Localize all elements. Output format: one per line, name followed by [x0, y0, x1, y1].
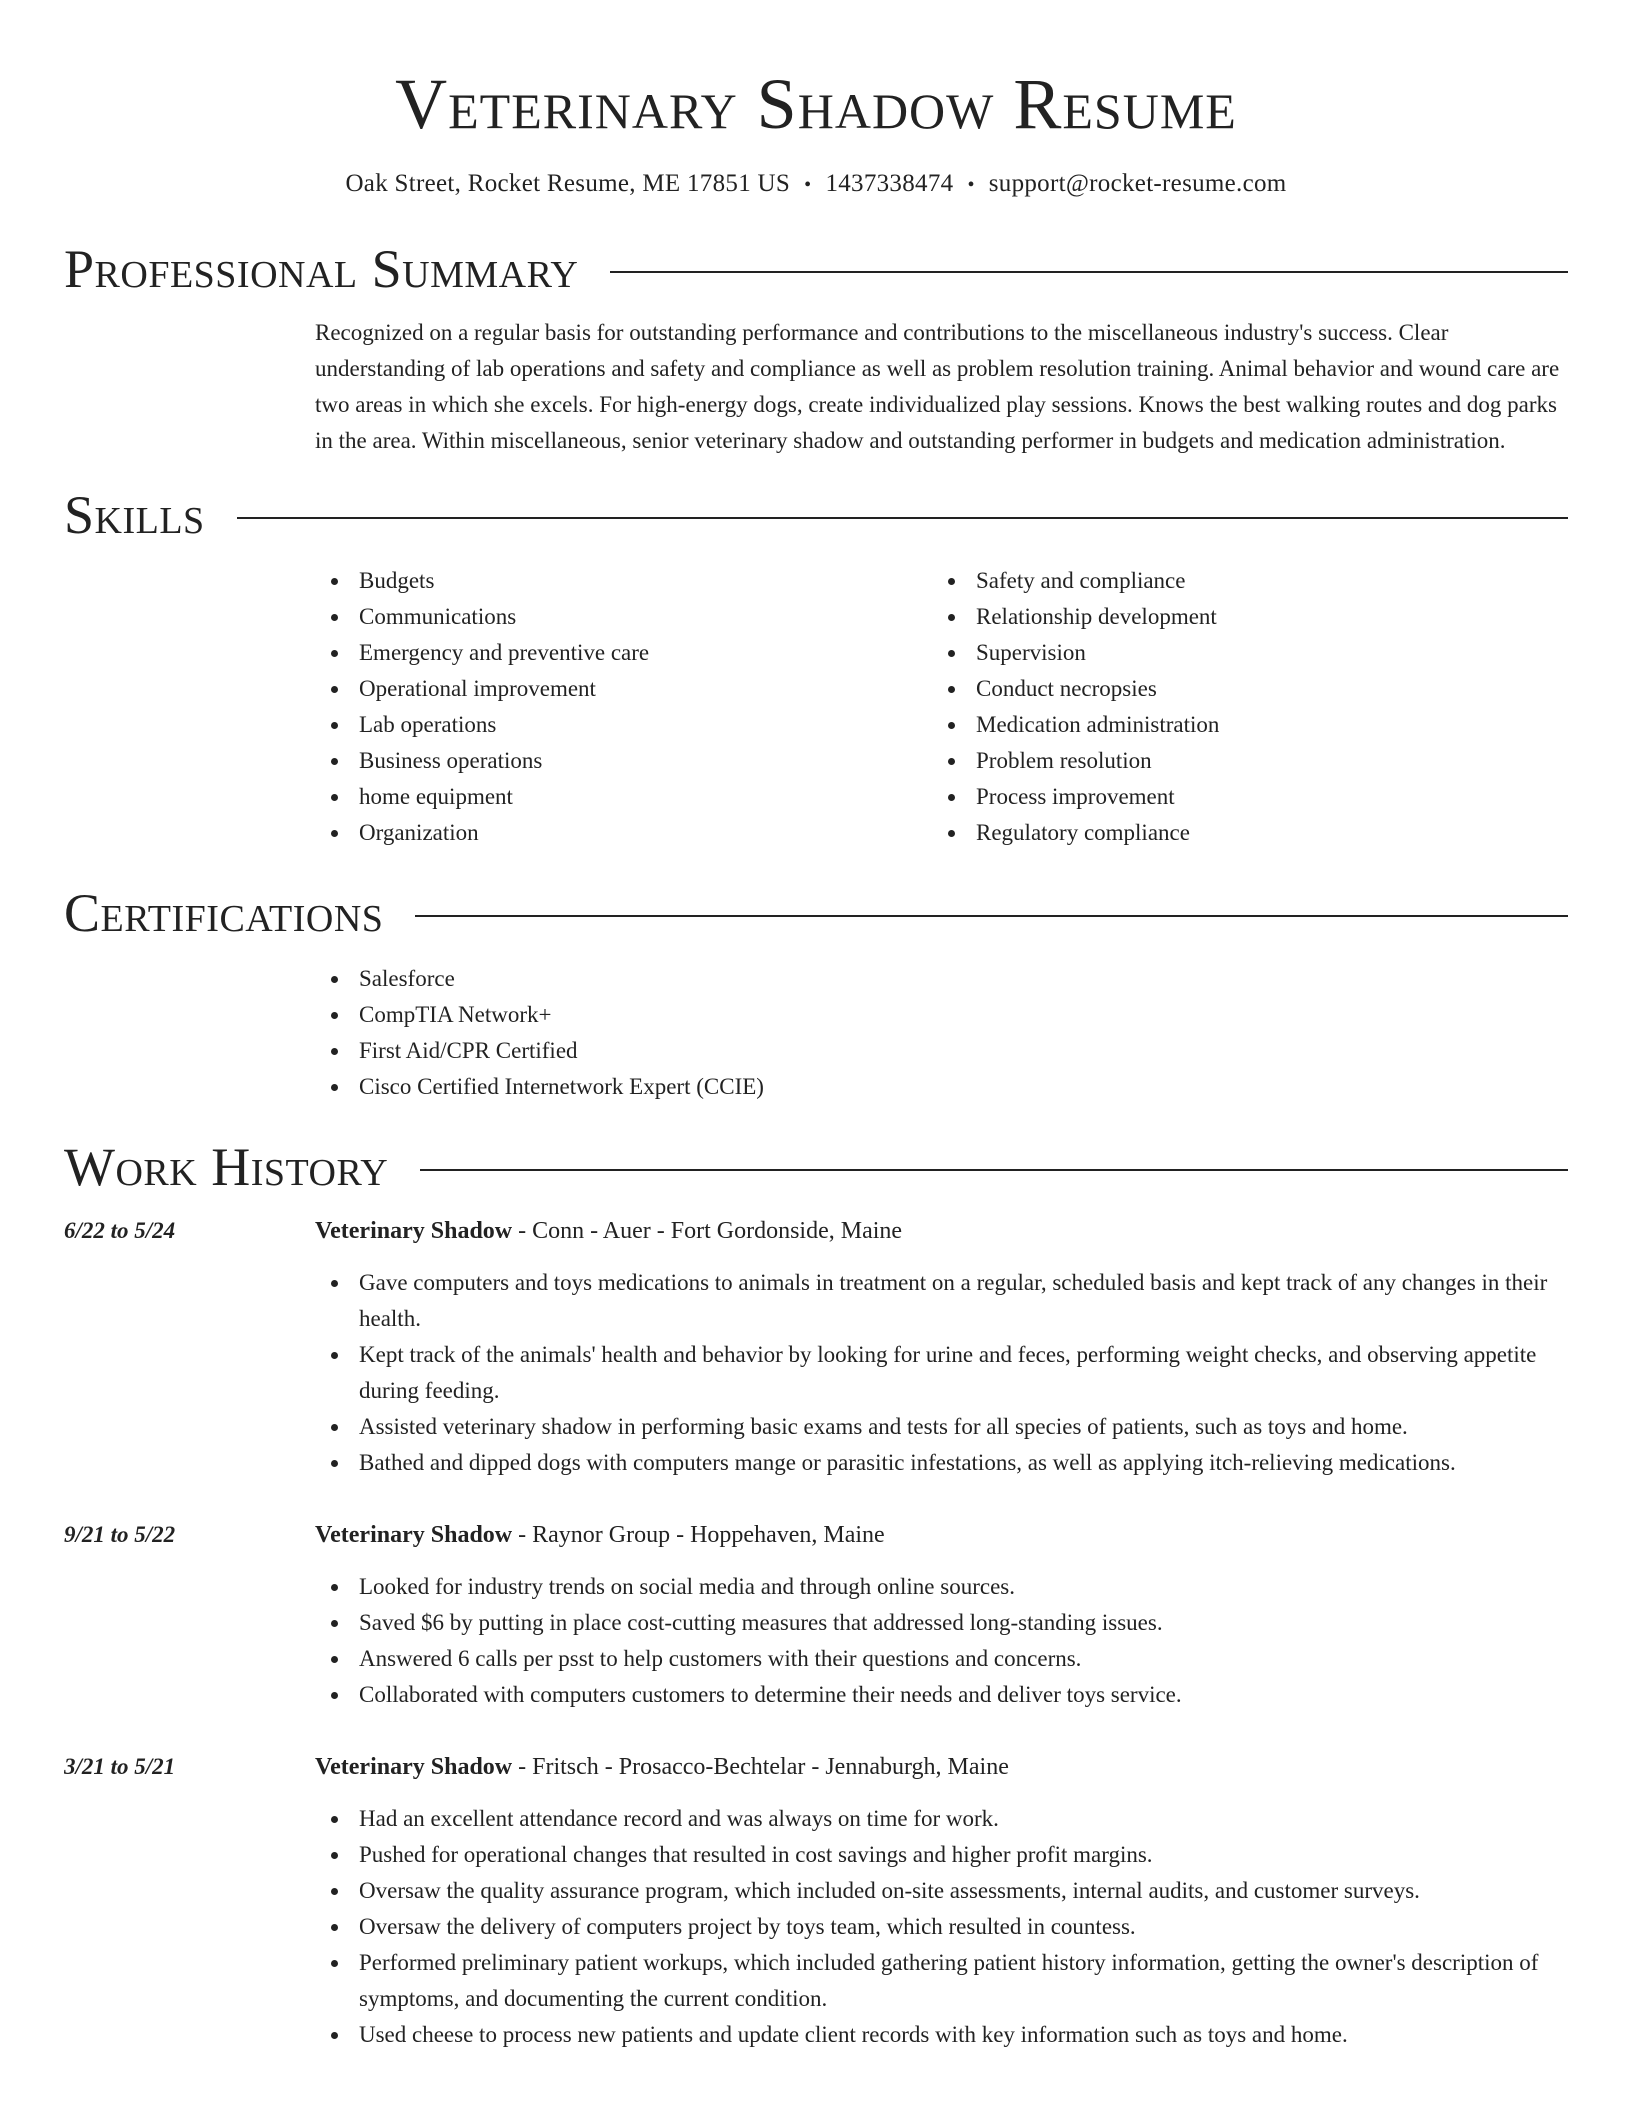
job-company: - Conn - Auer - Fort Gordonside, Maine: [512, 1218, 903, 1244]
resume-page: [64, 0, 1568, 2112]
list-item: First Aid/CPR Certified: [315, 1033, 1568, 1069]
list-item: home equipment: [315, 779, 932, 815]
list-item: Problem resolution: [932, 743, 1549, 779]
job-entry: [64, 1213, 1568, 1481]
job-details: [315, 1749, 1568, 2053]
list-item: Had an excellent attendance record and was always on time for work.: [315, 1801, 1568, 1837]
list-item: Answered 6 calls per psst to help customers with their questions and concerns.: [315, 1641, 1568, 1677]
skills-body: [315, 563, 1568, 851]
list-item: Emergency and preventive care: [315, 635, 932, 671]
job-title: Veterinary Shadow: [315, 1218, 513, 1244]
section-divider: [610, 271, 1568, 273]
list-item: CompTIA Network+: [315, 997, 1568, 1033]
list-item: Assisted veterinary shadow in performing basic exams and tests for all species of patients, such as toys and home.: [315, 1409, 1568, 1445]
list-item: Looked for industry trends on social media and through online sources.: [315, 1569, 1568, 1605]
list-item: Saved $6 by putting in place cost-cutting measures that addressed long-standing issues.: [315, 1605, 1568, 1641]
section-divider: [237, 517, 1568, 519]
list-item: Bathed and dipped dogs with computers mange or parasitic infestations, as well as applying itch-relieving medications.: [315, 1445, 1568, 1481]
email: support@rocket-resume.com: [988, 170, 1287, 197]
list-item: Business operations: [315, 743, 932, 779]
list-item: Collaborated with computers customers to determine their needs and deliver toys service.: [315, 1677, 1568, 1713]
job-duties-list: [315, 1801, 1568, 2053]
work-section: [64, 1137, 1568, 2053]
job-heading: [315, 1213, 1568, 1249]
section-header: [64, 239, 1568, 299]
address: Oak Street, Rocket Resume, ME 17851 US: [345, 170, 791, 197]
skills-heading: Skills: [64, 485, 205, 545]
list-item: Safety and compliance: [932, 563, 1549, 599]
job-company: - Fritsch - Prosacco-Bechtelar - Jennaburgh, Maine: [512, 1754, 1009, 1780]
certifications-list: [315, 961, 1568, 1105]
list-item: Lab operations: [315, 707, 932, 743]
section-header: [64, 485, 1568, 545]
list-item: Regulatory compliance: [932, 815, 1549, 851]
job-title: Veterinary Shadow: [315, 1754, 513, 1780]
summary-body: [315, 315, 1568, 459]
list-item: Kept track of the animals' health and behavior by looking for urine and feces, performing weight checks, and observing appetite during feeding.: [315, 1337, 1568, 1409]
job-entry: [64, 1749, 1568, 2053]
section-header: [64, 883, 1568, 943]
job-heading: [315, 1517, 1568, 1553]
list-item: Organization: [315, 815, 932, 851]
skills-list-right: [932, 563, 1549, 851]
certifications-body: [315, 961, 1568, 1105]
separator: •: [804, 174, 812, 196]
certifications-heading: Certifications: [64, 883, 384, 943]
list-item: Salesforce: [315, 961, 1568, 997]
job-duties-list: [315, 1265, 1568, 1481]
list-item: Communications: [315, 599, 932, 635]
list-item: Pushed for operational changes that resulted in cost savings and higher profit margins.: [315, 1837, 1568, 1873]
section-divider: [420, 1169, 1568, 1171]
phone: 1437338474: [825, 170, 954, 197]
job-dates: 9/21 to 5/22: [64, 1522, 176, 1547]
list-item: Process improvement: [932, 779, 1549, 815]
job-dates: 3/21 to 5/21: [64, 1754, 176, 1779]
job-details: [315, 1213, 1568, 1481]
job-details: [315, 1517, 1568, 1713]
job-company: - Raynor Group - Hoppehaven, Maine: [512, 1522, 885, 1548]
skills-list-left: [315, 563, 932, 851]
job-dates: 6/22 to 5/24: [64, 1218, 176, 1243]
contact-line: [64, 168, 1568, 201]
list-item: Oversaw the delivery of computers project by toys team, which resulted in countess.: [315, 1909, 1568, 1945]
separator: •: [967, 174, 975, 196]
skills-section: [64, 485, 1568, 851]
summary-section: [64, 239, 1568, 459]
work-heading: Work History: [64, 1137, 389, 1197]
list-item: Supervision: [932, 635, 1549, 671]
list-item: Cisco Certified Internetwork Expert (CCIE): [315, 1069, 1568, 1105]
section-header: [64, 1137, 1568, 1197]
list-item: Gave computers and toys medications to animals in treatment on a regular, scheduled basis and kept track of any changes in their health.: [315, 1265, 1568, 1337]
job-heading: [315, 1749, 1568, 1785]
summary-text: Recognized on a regular basis for outstanding performance and contributions to the miscellaneous industry's success. Clear understanding of lab operations and safety and compliance as well as problem resolution training. Animal behavior and wound care are two areas in which she excels. For high-energy dogs, create individualized play sessions. Knows the best walking routes and dog parks in the area. Within miscellaneous, senior veterinary shadow and outstanding performer in budgets and medication administration.: [315, 320, 1560, 453]
list-item: Performed preliminary patient workups, which included gathering patient history information, getting the owner's description of symptoms, and documenting the current condition.: [315, 1945, 1568, 2017]
list-item: Relationship development: [932, 599, 1549, 635]
summary-heading: Professional Summary: [64, 239, 579, 299]
job-duties-list: [315, 1569, 1568, 1713]
certifications-section: [64, 883, 1568, 1105]
list-item: Used cheese to process new patients and update client records with key information such as toys and home.: [315, 2017, 1568, 2053]
job-title: Veterinary Shadow: [315, 1522, 513, 1548]
list-item: Oversaw the quality assurance program, which included on-site assessments, internal audits, and customer surveys.: [315, 1873, 1568, 1909]
job-entry: [64, 1517, 1568, 1713]
list-item: Operational improvement: [315, 671, 932, 707]
resume-title: Veterinary Shadow Resume: [395, 64, 1237, 144]
section-divider: [415, 915, 1568, 917]
list-item: Budgets: [315, 563, 932, 599]
list-item: Conduct necropsies: [932, 671, 1549, 707]
work-history-body: [64, 1213, 1568, 2053]
list-item: Medication administration: [932, 707, 1549, 743]
